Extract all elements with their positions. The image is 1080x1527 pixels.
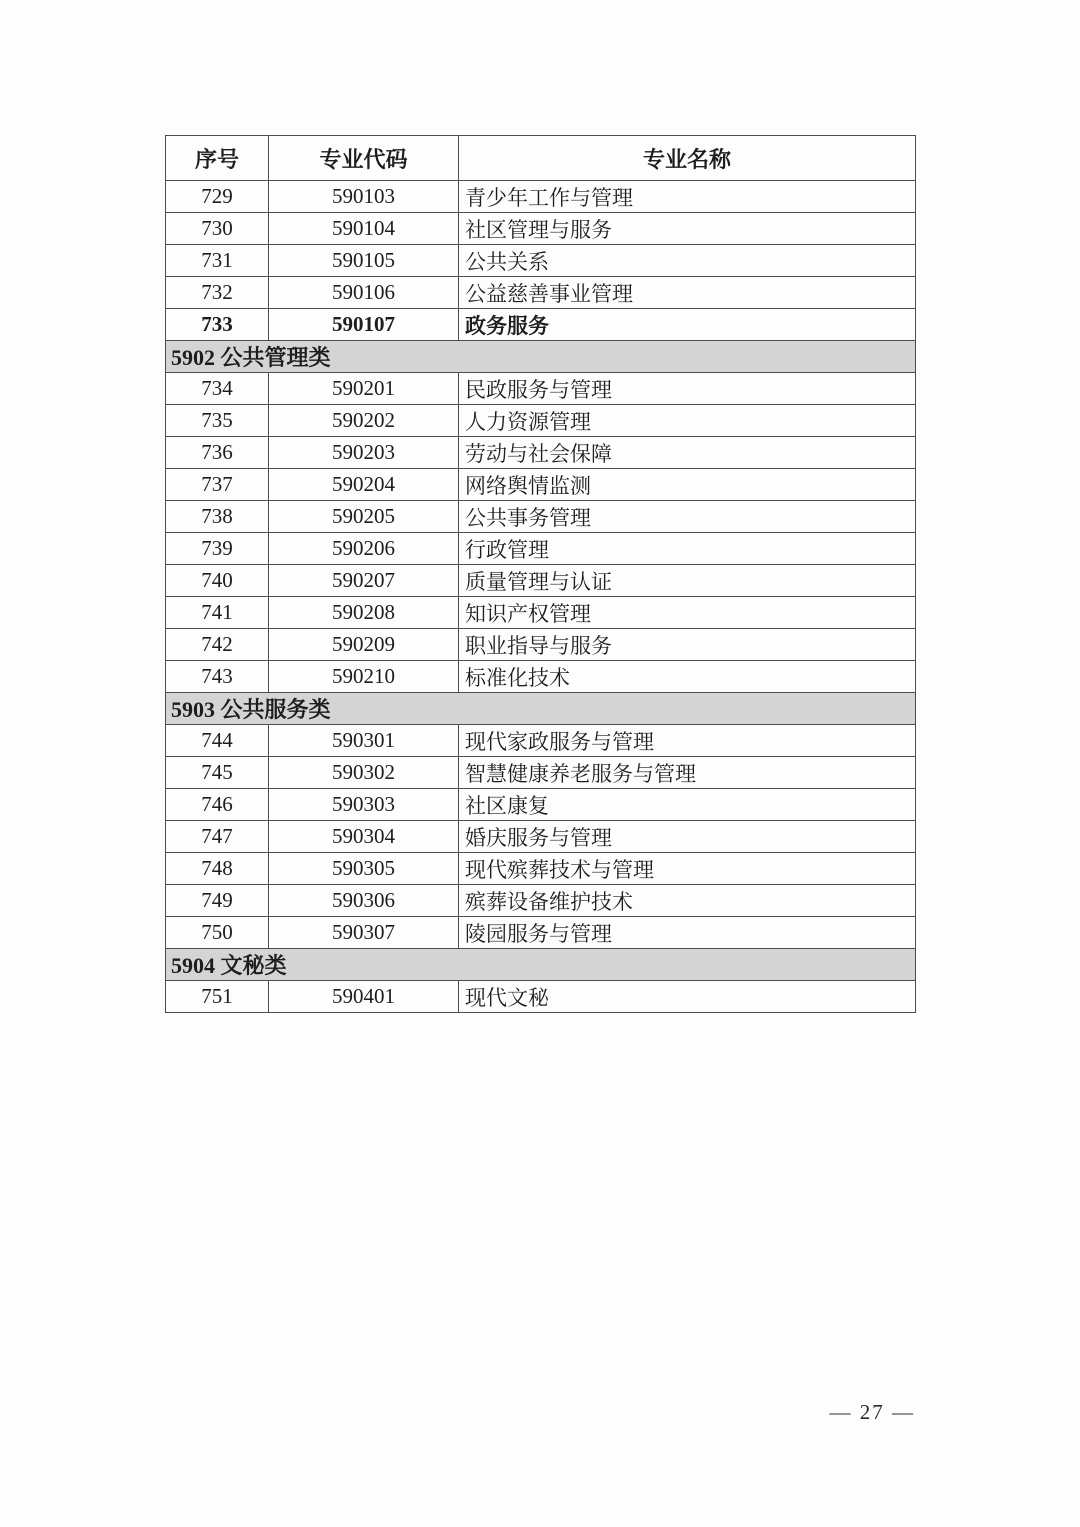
cell-major-code: 590208 [269, 597, 459, 629]
section-row [166, 949, 916, 981]
cell-serial-number: 746 [166, 789, 269, 821]
table-row [166, 501, 916, 533]
table-row [166, 565, 916, 597]
table-row [166, 373, 916, 405]
table-row [166, 245, 916, 277]
cell-serial-number: 742 [166, 629, 269, 661]
cell-major-name: 职业指导与服务 [459, 629, 916, 661]
cell-major-name: 行政管理 [459, 533, 916, 565]
table-body [166, 181, 916, 1013]
cell-major-code: 590303 [269, 789, 459, 821]
cell-major-code: 590209 [269, 629, 459, 661]
cell-major-name: 现代文秘 [459, 981, 916, 1013]
cell-major-name: 质量管理与认证 [459, 565, 916, 597]
cell-major-name: 殡葬设备维护技术 [459, 885, 916, 917]
cell-major-name: 民政服务与管理 [459, 373, 916, 405]
table-row [166, 213, 916, 245]
majors-table [165, 135, 916, 1013]
cell-major-name: 劳动与社会保障 [459, 437, 916, 469]
section-label: 5902 公共管理类 [166, 341, 916, 373]
cell-major-name: 公共关系 [459, 245, 916, 277]
cell-major-code: 590201 [269, 373, 459, 405]
cell-serial-number: 750 [166, 917, 269, 949]
header-major-code: 专业代码 [269, 136, 459, 181]
cell-serial-number: 735 [166, 405, 269, 437]
cell-major-code: 590106 [269, 277, 459, 309]
cell-serial-number: 743 [166, 661, 269, 693]
cell-major-name: 公共事务管理 [459, 501, 916, 533]
cell-major-code: 590206 [269, 533, 459, 565]
cell-major-code: 590304 [269, 821, 459, 853]
table-row [166, 661, 916, 693]
cell-major-name: 人力资源管理 [459, 405, 916, 437]
table-row [166, 757, 916, 789]
cell-major-name: 社区康复 [459, 789, 916, 821]
table-row [166, 277, 916, 309]
cell-major-code: 590202 [269, 405, 459, 437]
cell-major-name: 现代家政服务与管理 [459, 725, 916, 757]
header-serial-number: 序号 [166, 136, 269, 181]
cell-major-name: 知识产权管理 [459, 597, 916, 629]
section-row [166, 341, 916, 373]
cell-major-name: 陵园服务与管理 [459, 917, 916, 949]
cell-serial-number: 731 [166, 245, 269, 277]
header-row [166, 136, 916, 181]
cell-major-code: 590305 [269, 853, 459, 885]
cell-major-name: 政务服务 [459, 309, 916, 341]
table-row [166, 725, 916, 757]
table-row [166, 789, 916, 821]
cell-serial-number: 744 [166, 725, 269, 757]
cell-major-code: 590306 [269, 885, 459, 917]
cell-major-code: 590105 [269, 245, 459, 277]
cell-major-code: 590204 [269, 469, 459, 501]
cell-serial-number: 736 [166, 437, 269, 469]
cell-major-code: 590203 [269, 437, 459, 469]
table-row [166, 181, 916, 213]
cell-serial-number: 747 [166, 821, 269, 853]
table-row [166, 437, 916, 469]
cell-major-code: 590207 [269, 565, 459, 597]
cell-major-code: 590107 [269, 309, 459, 341]
cell-major-name: 青少年工作与管理 [459, 181, 916, 213]
cell-serial-number: 741 [166, 597, 269, 629]
cell-major-code: 590401 [269, 981, 459, 1013]
cell-major-code: 590103 [269, 181, 459, 213]
cell-serial-number: 749 [166, 885, 269, 917]
cell-serial-number: 730 [166, 213, 269, 245]
cell-serial-number: 733 [166, 309, 269, 341]
section-label: 5903 公共服务类 [166, 693, 916, 725]
cell-major-name: 智慧健康养老服务与管理 [459, 757, 916, 789]
page-number: — 27 — [829, 1400, 915, 1424]
cell-major-name: 现代殡葬技术与管理 [459, 853, 916, 885]
table-row [166, 469, 916, 501]
table-row [166, 597, 916, 629]
cell-major-name: 婚庆服务与管理 [459, 821, 916, 853]
table-row [166, 821, 916, 853]
cell-serial-number: 734 [166, 373, 269, 405]
table-row [166, 309, 916, 341]
cell-serial-number: 751 [166, 981, 269, 1013]
cell-serial-number: 739 [166, 533, 269, 565]
header-major-name: 专业名称 [459, 136, 916, 181]
cell-serial-number: 729 [166, 181, 269, 213]
table-row [166, 405, 916, 437]
cell-serial-number: 737 [166, 469, 269, 501]
cell-serial-number: 740 [166, 565, 269, 597]
cell-major-code: 590104 [269, 213, 459, 245]
table-row [166, 853, 916, 885]
table-row [166, 885, 916, 917]
cell-major-name: 公益慈善事业管理 [459, 277, 916, 309]
table-row [166, 981, 916, 1013]
table-row [166, 917, 916, 949]
table-row [166, 629, 916, 661]
cell-major-code: 590307 [269, 917, 459, 949]
cell-major-code: 590210 [269, 661, 459, 693]
cell-major-name: 标准化技术 [459, 661, 916, 693]
section-label: 5904 文秘类 [166, 949, 916, 981]
cell-major-code: 590205 [269, 501, 459, 533]
cell-major-name: 社区管理与服务 [459, 213, 916, 245]
cell-serial-number: 745 [166, 757, 269, 789]
cell-major-code: 590302 [269, 757, 459, 789]
cell-serial-number: 748 [166, 853, 269, 885]
cell-major-name: 网络舆情监测 [459, 469, 916, 501]
section-row [166, 693, 916, 725]
cell-serial-number: 738 [166, 501, 269, 533]
table-row [166, 533, 916, 565]
cell-serial-number: 732 [166, 277, 269, 309]
cell-major-code: 590301 [269, 725, 459, 757]
table-header [166, 136, 916, 181]
